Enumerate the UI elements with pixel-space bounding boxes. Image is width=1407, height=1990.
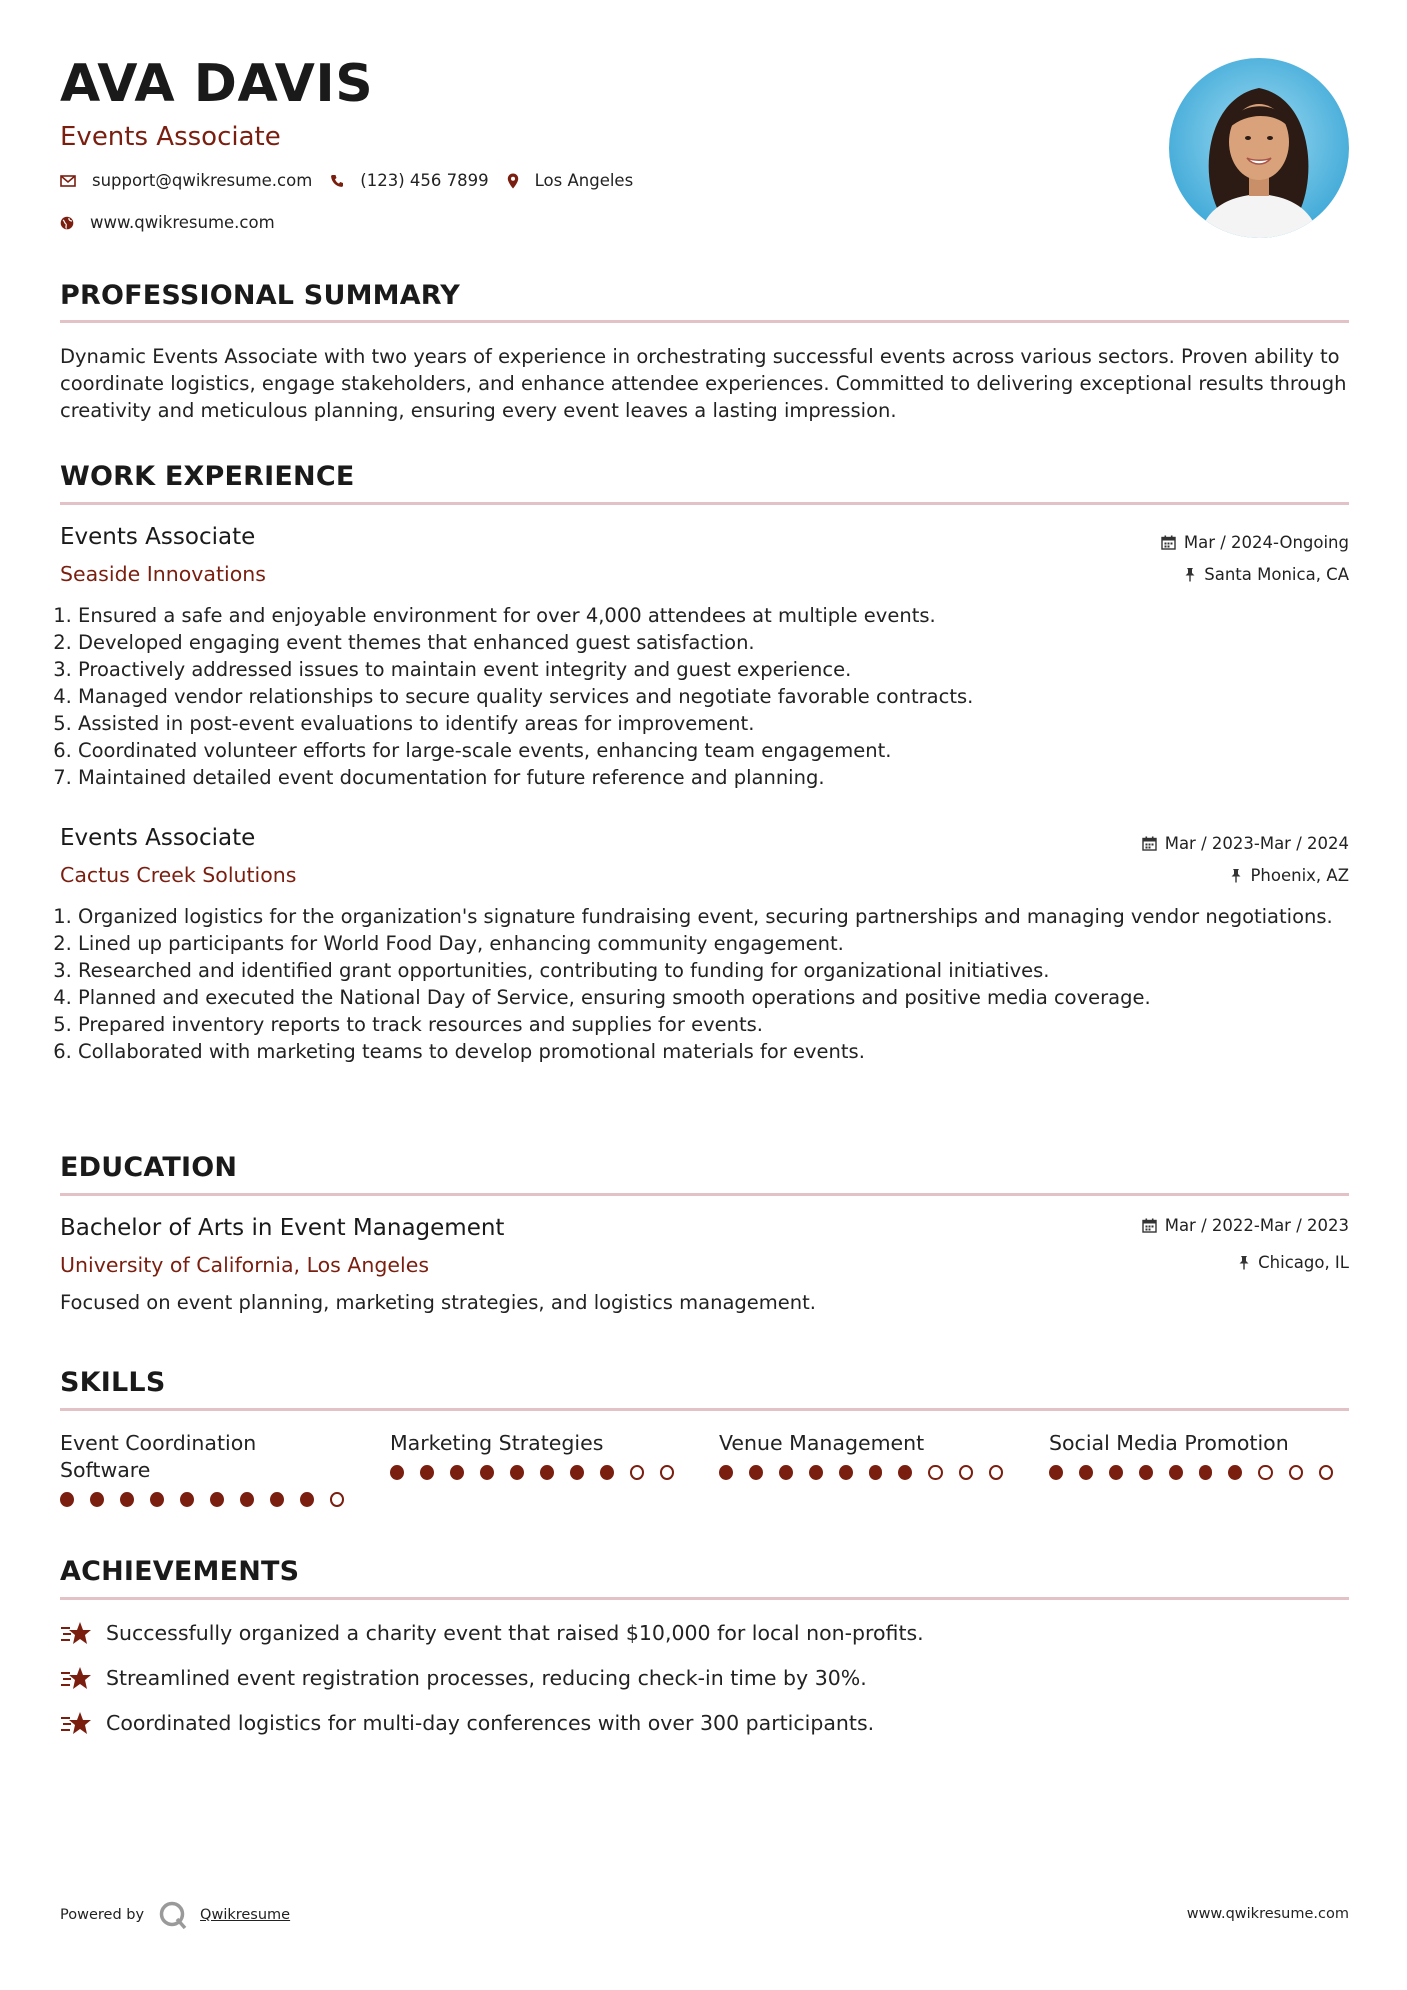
list-item: 2. Lined up participants for World Food Day, enhancing community engagement. [78, 930, 1367, 957]
list-item: 7. Maintained detailed event documentation for future reference and planning. [78, 764, 1367, 791]
job-1-dates-text: Mar / 2024-Ongoing [1183, 533, 1349, 552]
skill-name: Event Coordination Software [60, 1431, 257, 1482]
job-1-company: Seaside Innovations [60, 562, 266, 586]
job-1-dates [1161, 533, 1349, 552]
rating-dot-filled [450, 1465, 464, 1480]
rating-dot-filled [210, 1492, 224, 1507]
job-1-location [1184, 565, 1349, 584]
website-item[interactable] [60, 213, 275, 232]
candidate-title: Events Associate [60, 122, 281, 152]
rating-dot-filled [60, 1492, 74, 1507]
section-divider [60, 1408, 1349, 1411]
rating-dot-empty [660, 1465, 674, 1480]
rating-dot-empty [959, 1465, 973, 1480]
contact-row-1 [60, 171, 651, 190]
rating-dot-filled [90, 1492, 104, 1507]
rating-dot-filled [749, 1465, 763, 1480]
list-item: 6. Collaborated with marketing teams to develop promotional materials for events. [78, 1038, 1367, 1065]
rating-dot-filled [1079, 1465, 1093, 1480]
job-2-location-text: Phoenix, AZ [1250, 866, 1349, 885]
calendar-icon [1161, 535, 1176, 550]
skill-rating [390, 1465, 690, 1480]
job-2-location [1230, 866, 1349, 885]
calendar-icon [1142, 1218, 1157, 1233]
summary-heading: PROFESSIONAL SUMMARY [60, 280, 461, 311]
list-item: 2. Developed engaging event themes that enhanced guest satisfaction. [78, 629, 1367, 656]
job-1-role: Events Associate [60, 524, 256, 550]
rating-dot-empty [989, 1465, 1003, 1480]
skill-rating [60, 1492, 360, 1507]
rating-dot-filled [120, 1492, 134, 1507]
section-divider [60, 320, 1349, 323]
list-item: 5. Assisted in post-event evaluations to identify areas for improvement. [78, 710, 1367, 737]
summary-text: Dynamic Events Associate with two years of experience in orchestrating successful events across various sectors. Proven ability to coordinate logistics, engage stakeholders, and enhance attendee experiences. Committed to delivering exceptional results through creativity and meticulous planning, ensuring every event leaves a lasting impression. [60, 345, 1347, 422]
calendar-icon [1142, 836, 1157, 851]
experience-heading: WORK EXPERIENCE [60, 461, 355, 492]
job-2-role: Events Associate [60, 825, 256, 851]
rating-dot-empty [1258, 1465, 1272, 1480]
section-divider [60, 502, 1349, 505]
phone-icon [330, 174, 344, 188]
location-text: Los Angeles [534, 171, 634, 190]
rating-dot-filled [270, 1492, 284, 1507]
skill-item [60, 1430, 360, 1507]
list-item: 1. Ensured a safe and enjoyable environment for over 4,000 attendees at multiple events. [78, 602, 1367, 629]
job-2-bullets [60, 903, 1367, 1065]
footer-website[interactable]: www.qwikresume.com [1186, 1906, 1349, 1922]
job-2-dates-text: Mar / 2023-Mar / 2024 [1164, 834, 1349, 853]
pushpin-icon [1230, 868, 1242, 883]
rating-dot-filled [1139, 1465, 1153, 1480]
rating-dot-filled [1109, 1465, 1123, 1480]
phone-item[interactable] [330, 171, 488, 190]
powered-by-text: Powered by [60, 1907, 145, 1923]
education-description: Focused on event planning, marketing strategies, and logistics management. [60, 1291, 816, 1314]
education-school: University of California, Los Angeles [60, 1253, 430, 1277]
list-item: 5. Prepared inventory reports to track resources and supplies for events. [78, 1011, 1367, 1038]
rating-dot-filled [300, 1492, 314, 1507]
education-dates [1142, 1216, 1349, 1235]
achievements-heading: ACHIEVEMENTS [60, 1556, 300, 1587]
globe-icon [60, 216, 74, 230]
pushpin-icon [1238, 1255, 1250, 1270]
list-item: 6. Coordinated volunteer efforts for large-scale events, enhancing team engagement. [78, 737, 1367, 764]
skill-item [719, 1430, 1019, 1480]
rating-dot-filled [540, 1465, 554, 1480]
skill-rating [1049, 1465, 1349, 1480]
envelope-icon [60, 175, 76, 187]
email-text: support@qwikresume.com [92, 171, 313, 190]
list-item: 4. Planned and executed the National Day of Service, ensuring smooth operations and positive media coverage. [78, 984, 1367, 1011]
candidate-name: AVA DAVIS [60, 54, 374, 114]
pushpin-icon [1184, 567, 1196, 582]
footer-powered-by [60, 1900, 290, 1930]
job-1-bullets [60, 602, 1367, 791]
education-location-text: Chicago, IL [1258, 1253, 1349, 1272]
qwikresume-link[interactable]: Qwikresume [200, 1907, 291, 1923]
achievement-text: Successfully organized a charity event that raised $10,000 for local non-profits. [106, 1621, 924, 1645]
map-pin-icon [507, 173, 519, 189]
rating-dot-filled [1169, 1465, 1183, 1480]
list-item: 4. Managed vendor relationships to secure quality services and negotiate favorable contracts. [78, 683, 1367, 710]
rating-dot-filled [180, 1492, 194, 1507]
skill-name: Venue Management [719, 1431, 925, 1455]
skill-name: Social Media Promotion [1049, 1431, 1289, 1455]
education-location [1238, 1253, 1349, 1272]
rating-dot-empty [1289, 1465, 1303, 1480]
list-item: 3. Proactively addressed issues to maintain event integrity and guest experience. [78, 656, 1367, 683]
section-divider [60, 1193, 1349, 1196]
rating-dot-empty [928, 1465, 942, 1480]
shooting-star-icon [60, 1665, 92, 1691]
rating-dot-filled [898, 1465, 912, 1480]
rating-dot-filled [1199, 1465, 1213, 1480]
rating-dot-empty [1319, 1465, 1333, 1480]
skills-heading: SKILLS [60, 1367, 166, 1398]
rating-dot-empty [630, 1465, 644, 1480]
rating-dot-filled [480, 1465, 494, 1480]
rating-dot-filled [839, 1465, 853, 1480]
rating-dot-filled [510, 1465, 524, 1480]
list-item: 3. Researched and identified grant opportunities, contributing to funding for organizational initiatives. [78, 957, 1367, 984]
rating-dot-filled [869, 1465, 883, 1480]
skill-rating [719, 1465, 1019, 1480]
phone-text: (123) 456 7899 [360, 171, 489, 190]
achievement-text: Coordinated logistics for multi-day conferences with over 300 participants. [106, 1711, 875, 1735]
education-degree: Bachelor of Arts in Event Management [60, 1215, 505, 1241]
skill-name: Marketing Strategies [390, 1431, 604, 1455]
email-item[interactable] [60, 171, 312, 190]
website-text: www.qwikresume.com [90, 213, 275, 232]
rating-dot-filled [600, 1465, 614, 1480]
achievement-item [60, 1620, 924, 1646]
rating-dot-filled [240, 1492, 254, 1507]
job-2-company: Cactus Creek Solutions [60, 863, 297, 887]
rating-dot-filled [150, 1492, 164, 1507]
contact-row-2 [60, 213, 293, 232]
rating-dot-filled [719, 1465, 733, 1480]
qwikresume-logo-icon [158, 1900, 188, 1930]
rating-dot-filled [809, 1465, 823, 1480]
section-divider [60, 1597, 1349, 1600]
profile-photo [1169, 58, 1349, 238]
education-heading: EDUCATION [60, 1152, 238, 1183]
rating-dot-filled [779, 1465, 793, 1480]
location-item [507, 171, 634, 190]
shooting-star-icon [60, 1710, 92, 1736]
shooting-star-icon [60, 1620, 92, 1646]
rating-dot-empty [330, 1492, 344, 1507]
rating-dot-filled [420, 1465, 434, 1480]
achievement-item [60, 1665, 867, 1691]
job-1-location-text: Santa Monica, CA [1204, 565, 1349, 584]
achievement-text: Streamlined event registration processes, reducing check-in time by 30%. [106, 1666, 867, 1690]
education-dates-text: Mar / 2022-Mar / 2023 [1164, 1216, 1349, 1235]
rating-dot-filled [570, 1465, 584, 1480]
skill-item [390, 1430, 690, 1480]
rating-dot-filled [390, 1465, 404, 1480]
achievement-item [60, 1710, 874, 1736]
skill-item [1049, 1430, 1349, 1480]
job-2-dates [1142, 834, 1349, 853]
list-item: 1. Organized logistics for the organization's signature fundraising event, securing partnerships and managing vendor negotiations. [78, 903, 1367, 930]
rating-dot-filled [1228, 1465, 1242, 1480]
resume-page [60, 0, 1349, 1990]
rating-dot-filled [1049, 1465, 1063, 1480]
